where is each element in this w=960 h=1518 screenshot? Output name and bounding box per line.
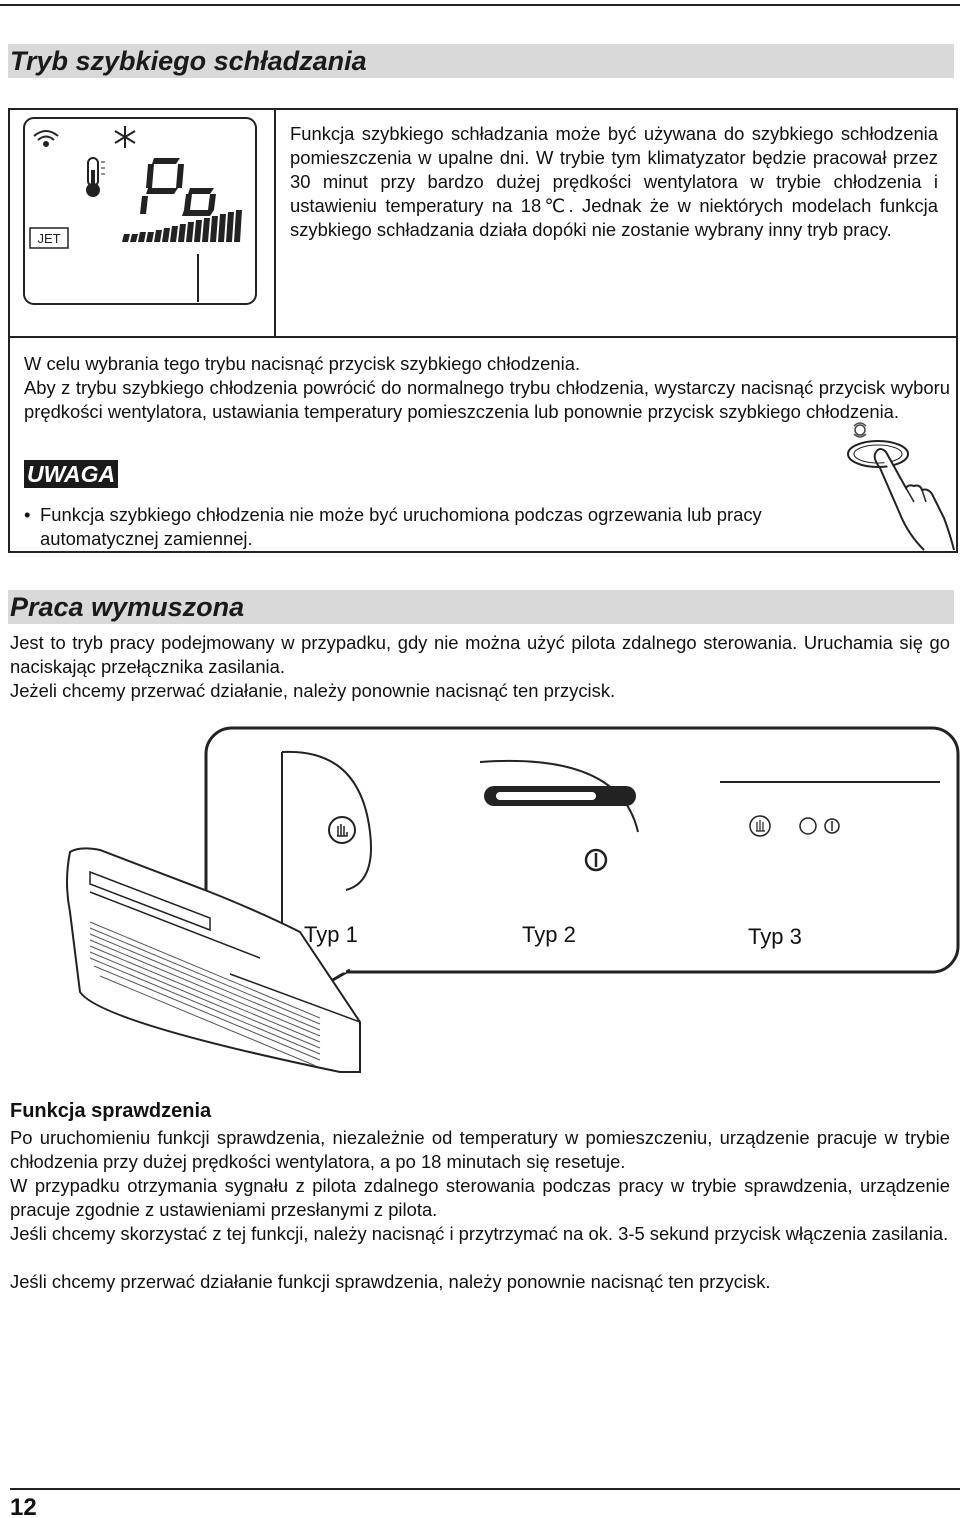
forced-operation-para1: Jest to tryb pracy podejmowany w przypadku, gdy nie można użyć pilota zdalnego sterowania. Uruchamia się go naciskając przełącznika zasilania. xyxy=(10,632,950,677)
note-bullet-text: Funkcja szybkiego chłodzenia nie może być uruchomiona podczas ogrzewania lub pracy automatycznej zamiennej. xyxy=(40,504,762,549)
note-label: UWAGA xyxy=(24,460,118,488)
box-divider-horizontal xyxy=(8,336,958,338)
type3-power-icon xyxy=(825,819,839,833)
remote-display-illustration xyxy=(20,114,260,308)
fast-cooling-intro: Funkcja szybkiego schładzania może być używana do szybkiego schłodzenia pomieszczenia w upalne dni. W trybie tym klimatyzator będzie pracował przez 30 minut przy bardzo dużej prędkości wentylatora w trybie chłodzenia i ustawieniu temperatury na 18℃. Jednak że w niektórych modelach funkcja szybkiego schładzania działa dopóki nie zostanie wybrany inny tryb pracy. xyxy=(290,123,938,240)
indoor-unit-illustration xyxy=(60,722,960,1082)
check-function-para3: Jeśli chcemy skorzystać z tej funkcji, należy nacisnąć i przytrzymać na ok. 3-5 sekund przycisk włączenia zasilania. xyxy=(10,1223,949,1244)
type-3-label: Typ 3 xyxy=(748,924,802,949)
bottom-rule xyxy=(10,1488,960,1490)
finger-press-illustration xyxy=(834,418,958,552)
jet-label: JET xyxy=(37,231,61,246)
page-number: 12 xyxy=(10,1494,37,1518)
type-1-label: Typ 1 xyxy=(304,922,358,947)
box-divider-vertical xyxy=(274,108,276,338)
forced-operation-para2: Jeżeli chcemy przerwać działanie, należy ponownie nacisnąć ten przycisk. xyxy=(10,680,616,701)
section-title-forced-operation: Praca wymuszona xyxy=(8,590,954,624)
fast-cooling-line1: W celu wybrania tego trybu nacisnąć przycisk szybkiego chłodzenia. xyxy=(24,353,581,374)
note-bullet xyxy=(24,503,824,551)
type-2-label: Typ 2 xyxy=(522,922,576,947)
bullet-dot-icon: • xyxy=(24,504,31,525)
section-title-fast-cooling: Tryb szybkiego schładzania xyxy=(8,44,954,78)
fast-cooling-line2-text: Aby z trybu szybkiego chłodzenia powrócić do normalnego trybu chłodzenia, wystarczy nacisnąć przycisk wyboru prędkości wentylatora, ustawiania temperatury pomieszczenia lub ponownie przycisk szybkiego chłodzenia. xyxy=(24,377,950,422)
top-rule xyxy=(0,4,960,6)
check-function-para2: W przypadku otrzymania sygnału z pilota zdalnego sterowania podczas pracy w trybie sprawdzenia, urządzenie pracuje zgodnie z ustawieniami przesłanymi z pilota. xyxy=(10,1175,950,1220)
type2-power-icon xyxy=(586,850,606,870)
check-function-para4: Jeśli chcemy przerwać działanie funkcji sprawdzenia, należy ponownie nacisnąć ten przycisk. xyxy=(10,1271,771,1292)
check-function-para1: Po uruchomieniu funkcji sprawdzenia, niezależnie od temperatury w pomieszczeniu, urządzenie pracuje w trybie chłodzenia przy dużej prędkości wentylatora, a po 18 minutach się resetuje. xyxy=(10,1127,950,1172)
section-title-check-function: Funkcja sprawdzenia xyxy=(10,1100,212,1122)
fast-cooling-line2 xyxy=(24,376,950,424)
snowflake-small-icon xyxy=(854,423,866,437)
